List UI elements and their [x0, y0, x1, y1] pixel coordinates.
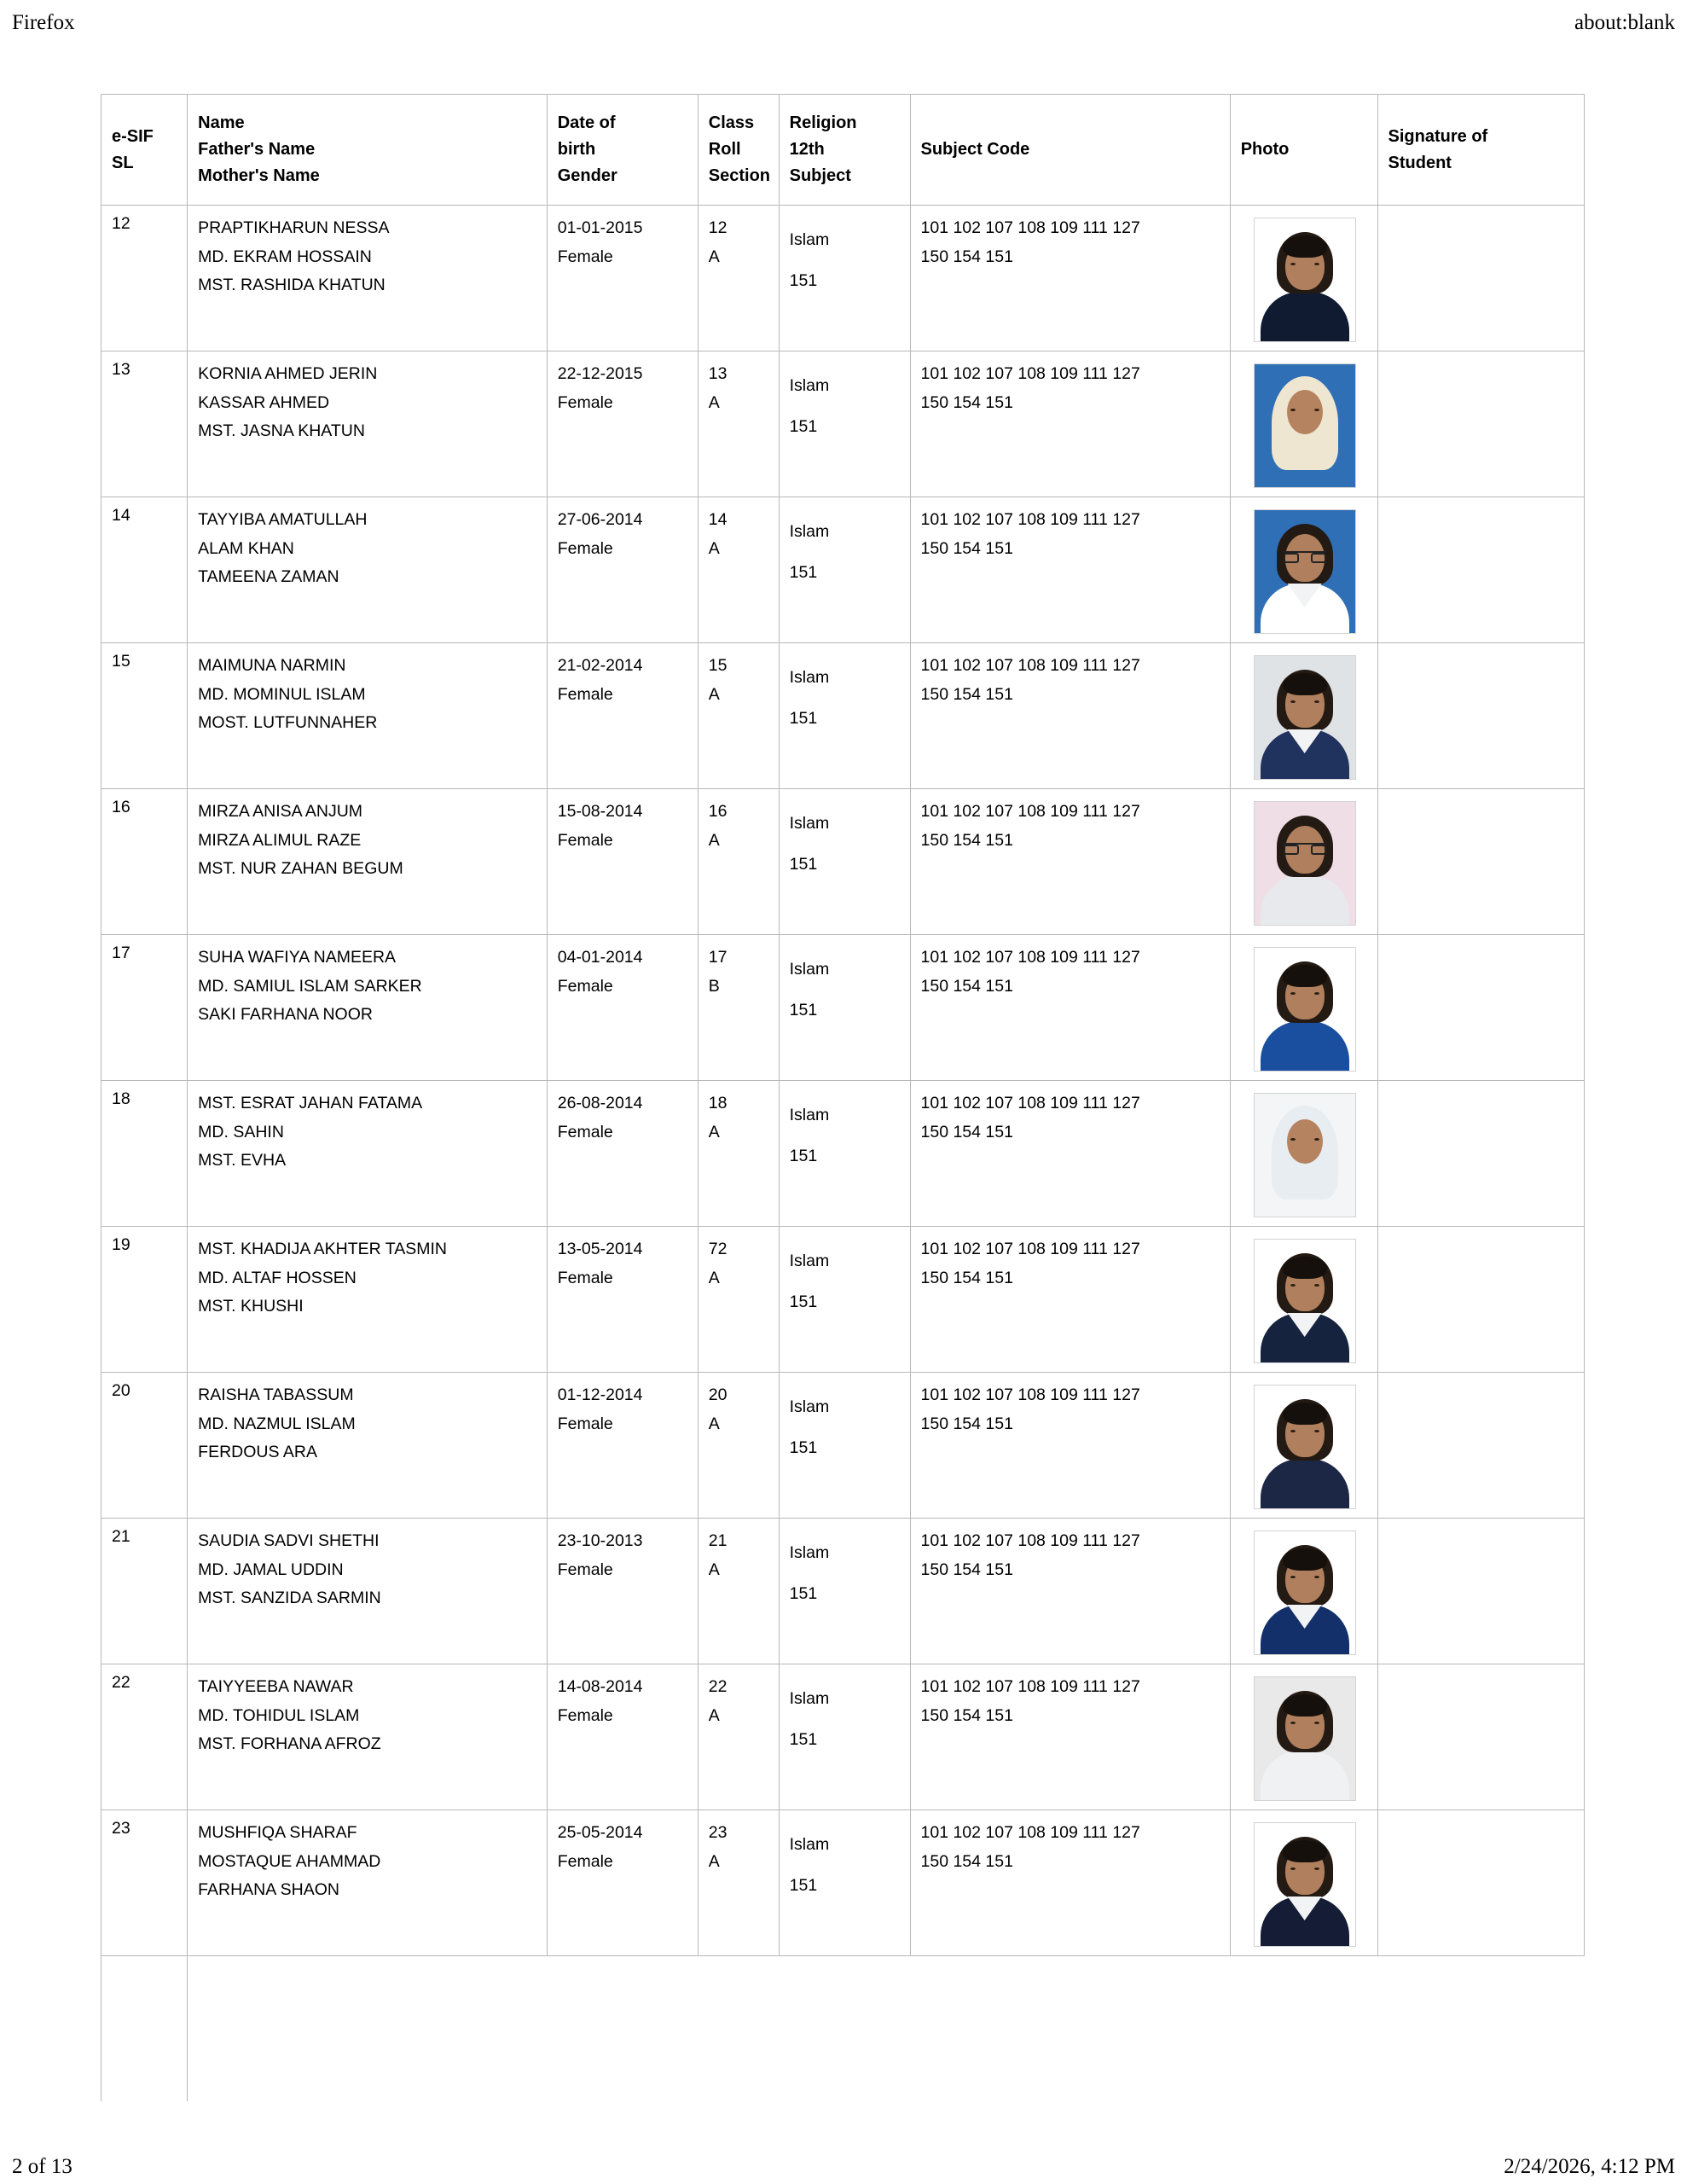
- student-photo: [1254, 1822, 1356, 1947]
- table-body: [101, 206, 1585, 2101]
- subject-code-line-2: 150 154 151: [920, 1414, 1013, 1433]
- header-line: Gender: [557, 166, 617, 185]
- cell-signature: [1377, 1081, 1584, 1227]
- subject-code-line-1: 101 102 107 108 109 111 127: [920, 1531, 1140, 1550]
- table-row: [101, 789, 1585, 935]
- student-photo: [1254, 947, 1356, 1072]
- header-line: Date of: [557, 113, 616, 132]
- mother-name: TAMEENA ZAMAN: [198, 567, 339, 587]
- header-line: Subject Code: [920, 140, 1030, 159]
- religion: Islam: [789, 1106, 830, 1124]
- header-line: Signature of: [1388, 126, 1488, 146]
- cell-subject-code: [910, 935, 1230, 1081]
- header-line: Religion: [789, 113, 857, 132]
- table-header: [101, 95, 1585, 206]
- cell-sl: 21: [101, 1519, 188, 1664]
- cell-religion: [779, 1373, 910, 1519]
- religion: Islam: [789, 1543, 830, 1562]
- cell-empty: [101, 1956, 188, 2101]
- religion: Islam: [789, 668, 830, 687]
- cell-empty: [1377, 1956, 1584, 2101]
- father-name: ALAM KHAN: [198, 538, 294, 558]
- student-name: TAIYYEEBA NAWAR: [198, 1677, 354, 1696]
- student-name: MST. ESRAT JAHAN FATAMA: [198, 1094, 423, 1112]
- father-name: MIRZA ALIMUL RAZE: [198, 830, 362, 850]
- cell-name: [188, 1373, 548, 1519]
- mother-name: MST. NUR ZAHAN BEGUM: [198, 859, 403, 879]
- religion: Islam: [789, 1689, 830, 1708]
- mother-name: MST. SANZIDA SARMIN: [198, 1589, 381, 1608]
- religion-code: 151: [789, 1146, 818, 1165]
- gender: Female: [557, 1560, 613, 1579]
- table-row: [101, 1227, 1585, 1373]
- date-of-birth: 26-08-2014: [557, 1094, 643, 1112]
- gender: Female: [557, 1851, 613, 1871]
- cell-dob: [547, 935, 698, 1081]
- father-name: MD. MOMINUL ISLAM: [198, 684, 366, 704]
- cell-signature: [1377, 1810, 1584, 1956]
- subject-code-line-1: 101 102 107 108 109 111 127: [920, 1823, 1140, 1842]
- father-name: KASSAR AHMED: [198, 392, 330, 412]
- subject-code-line-2: 150 154 151: [920, 392, 1013, 412]
- cell-sl: 20: [101, 1373, 188, 1519]
- cell-name: [188, 206, 548, 351]
- gender: Female: [557, 976, 613, 996]
- father-name: MD. NAZMUL ISLAM: [198, 1414, 356, 1433]
- religion: Islam: [789, 522, 830, 541]
- cell-signature: [1377, 497, 1584, 643]
- religion-code: 151: [789, 1583, 818, 1603]
- header-line: SL: [112, 153, 134, 172]
- cell-name: [188, 1519, 548, 1664]
- date-of-birth: 21-02-2014: [557, 656, 643, 675]
- cell-signature: [1377, 789, 1584, 935]
- student-name: KORNIA AHMED JERIN: [198, 364, 378, 383]
- roll: 16: [708, 802, 728, 821]
- browser-print-header: [0, 0, 1687, 41]
- religion-code: 151: [789, 1000, 818, 1019]
- table-row: [101, 1810, 1585, 1956]
- date-of-birth: 25-05-2014: [557, 1823, 643, 1842]
- cell-signature: [1377, 1227, 1584, 1373]
- student-name: TAYYIBA AMATULLAH: [198, 510, 368, 529]
- student-name: RAISHA TABASSUM: [198, 1385, 354, 1404]
- religion-code: 151: [789, 1438, 818, 1457]
- table-row: [101, 206, 1585, 351]
- cell-name: [188, 351, 548, 497]
- cell-photo: [1230, 935, 1377, 1081]
- father-name: MD. SAMIUL ISLAM SARKER: [198, 976, 422, 996]
- gender: Female: [557, 1268, 613, 1287]
- cell-class-roll-section: [698, 1519, 779, 1664]
- table-header-row: [101, 95, 1585, 206]
- cell-class-roll-section: [698, 351, 779, 497]
- header-line: birth: [557, 140, 596, 159]
- religion-code: 151: [789, 708, 818, 728]
- subject-code-line-2: 150 154 151: [920, 1851, 1013, 1871]
- cell-religion: [779, 1810, 910, 1956]
- roll: 12: [708, 218, 728, 237]
- subject-code-line-2: 150 154 151: [920, 1268, 1013, 1287]
- father-name: MOSTAQUE AHAMMAD: [198, 1851, 381, 1871]
- cell-religion: [779, 1227, 910, 1373]
- cell-class-roll-section: [698, 643, 779, 789]
- subject-code-line-1: 101 102 107 108 109 111 127: [920, 364, 1140, 383]
- cell-name: [188, 789, 548, 935]
- cell-photo: [1230, 1810, 1377, 1956]
- cell-photo: [1230, 1373, 1377, 1519]
- student-table: [101, 94, 1585, 2101]
- header-line: Mother's Name: [198, 166, 320, 185]
- subject-code-line-2: 150 154 151: [920, 976, 1013, 996]
- browser-address: about:blank: [1574, 11, 1675, 34]
- cell-signature: [1377, 1373, 1584, 1519]
- student-name: MAIMUNA NARMIN: [198, 656, 346, 675]
- cell-religion: [779, 1081, 910, 1227]
- student-photo: [1254, 655, 1356, 780]
- subject-code-line-1: 101 102 107 108 109 111 127: [920, 656, 1140, 675]
- section: A: [708, 1414, 720, 1433]
- subject-code-line-2: 150 154 151: [920, 247, 1013, 266]
- religion-code: 151: [789, 1875, 818, 1895]
- student-name: SUHA WAFIYA NAMEERA: [198, 948, 397, 967]
- gender: Female: [557, 684, 613, 704]
- subject-code-line-1: 101 102 107 108 109 111 127: [920, 1240, 1140, 1258]
- cell-class-roll-section: [698, 1810, 779, 1956]
- cell-empty: [698, 1956, 779, 2101]
- column-header-name: [188, 95, 548, 206]
- cell-subject-code: [910, 1519, 1230, 1664]
- cell-name: [188, 1227, 548, 1373]
- column-header-esif-sl: [101, 95, 188, 206]
- header-line: Subject: [789, 166, 851, 185]
- mother-name: MST. RASHIDA KHATUN: [198, 276, 386, 295]
- student-name: MST. KHADIJA AKHTER TASMIN: [198, 1240, 448, 1258]
- subject-code-line-1: 101 102 107 108 109 111 127: [920, 218, 1140, 237]
- table-row: [101, 497, 1585, 643]
- student-name: MUSHFIQA SHARAF: [198, 1823, 357, 1842]
- cell-religion: [779, 1664, 910, 1810]
- cell-class-roll-section: [698, 1373, 779, 1519]
- table-row: [101, 351, 1585, 497]
- cell-class-roll-section: [698, 1227, 779, 1373]
- cell-religion: [779, 206, 910, 351]
- religion: Islam: [789, 1835, 830, 1854]
- cell-dob: [547, 206, 698, 351]
- cell-name: [188, 1081, 548, 1227]
- date-of-birth: 01-12-2014: [557, 1385, 643, 1404]
- cell-sl: 12: [101, 206, 188, 351]
- student-photo: [1254, 509, 1356, 634]
- cell-subject-code: [910, 206, 1230, 351]
- student-photo: [1254, 801, 1356, 926]
- cell-subject-code: [910, 1081, 1230, 1227]
- religion-code: 151: [789, 416, 818, 436]
- father-name: MD. JAMAL UDDIN: [198, 1560, 344, 1579]
- subject-code-line-1: 101 102 107 108 109 111 127: [920, 1094, 1140, 1112]
- cell-dob: [547, 1081, 698, 1227]
- section: A: [708, 1122, 720, 1141]
- cell-dob: [547, 1519, 698, 1664]
- cell-religion: [779, 1519, 910, 1664]
- cell-dob: [547, 351, 698, 497]
- subject-code-line-1: 101 102 107 108 109 111 127: [920, 510, 1140, 529]
- cell-class-roll-section: [698, 935, 779, 1081]
- date-of-birth: 22-12-2015: [557, 364, 643, 383]
- cell-subject-code: [910, 1373, 1230, 1519]
- cell-religion: [779, 351, 910, 497]
- cell-subject-code: [910, 1227, 1230, 1373]
- cell-class-roll-section: [698, 497, 779, 643]
- subject-code-line-1: 101 102 107 108 109 111 127: [920, 1677, 1140, 1696]
- roll: 23: [708, 1823, 728, 1842]
- cell-dob: [547, 643, 698, 789]
- gender: Female: [557, 538, 613, 558]
- student-photo: [1254, 1676, 1356, 1801]
- cell-sl: 17: [101, 935, 188, 1081]
- student-name: PRAPTIKHARUN NESSA: [198, 218, 390, 237]
- column-header-class-roll-section: [698, 95, 779, 206]
- date-of-birth: 14-08-2014: [557, 1677, 643, 1696]
- table-row-empty: [101, 1956, 1585, 2101]
- section: A: [708, 1560, 720, 1579]
- student-name: MIRZA ANISA ANJUM: [198, 802, 363, 821]
- cell-photo: [1230, 789, 1377, 935]
- father-name: MD. TOHIDUL ISLAM: [198, 1705, 360, 1725]
- date-of-birth: 04-01-2014: [557, 948, 643, 967]
- cell-class-roll-section: [698, 206, 779, 351]
- religion-code: 151: [789, 854, 818, 874]
- section: A: [708, 1268, 720, 1287]
- column-header-religion: [779, 95, 910, 206]
- subject-code-line-1: 101 102 107 108 109 111 127: [920, 802, 1140, 821]
- cell-photo: [1230, 351, 1377, 497]
- cell-name: [188, 935, 548, 1081]
- cell-photo: [1230, 497, 1377, 643]
- cell-sl: 19: [101, 1227, 188, 1373]
- table-row: [101, 1373, 1585, 1519]
- mother-name: FARHANA SHAON: [198, 1880, 339, 1900]
- cell-dob: [547, 789, 698, 935]
- header-line: Section: [708, 166, 771, 185]
- subject-code-line-2: 150 154 151: [920, 538, 1013, 558]
- mother-name: SAKI FARHANA NOOR: [198, 1005, 373, 1025]
- cell-empty: [1230, 1956, 1377, 2101]
- subject-code-line-2: 150 154 151: [920, 684, 1013, 704]
- cell-empty: [779, 1956, 910, 2101]
- religion: Islam: [789, 1397, 830, 1416]
- father-name: MD. SAHIN: [198, 1122, 284, 1141]
- cell-sl: 13: [101, 351, 188, 497]
- cell-empty: [547, 1956, 698, 2101]
- header-line: 12th: [789, 140, 825, 159]
- table-row: [101, 1519, 1585, 1664]
- cell-name: [188, 497, 548, 643]
- religion-code: 151: [789, 270, 818, 290]
- cell-sl: 18: [101, 1081, 188, 1227]
- roll: 13: [708, 364, 728, 383]
- browser-app-name: Firefox: [12, 11, 75, 34]
- cell-class-roll-section: [698, 1664, 779, 1810]
- gender: Female: [557, 392, 613, 412]
- roll: 18: [708, 1094, 728, 1112]
- subject-code-line-1: 101 102 107 108 109 111 127: [920, 1385, 1140, 1404]
- header-line: Photo: [1240, 140, 1290, 159]
- cell-subject-code: [910, 351, 1230, 497]
- cell-dob: [547, 497, 698, 643]
- header-line: e-SIF: [112, 126, 154, 146]
- subject-code-line-2: 150 154 151: [920, 830, 1013, 850]
- cell-photo: [1230, 1664, 1377, 1810]
- subject-code-line-2: 150 154 151: [920, 1560, 1013, 1579]
- header-line: Name: [198, 113, 245, 132]
- section: A: [708, 1705, 720, 1725]
- date-of-birth: 15-08-2014: [557, 802, 643, 821]
- cell-empty: [910, 1956, 1230, 2101]
- roll: 72: [708, 1240, 728, 1258]
- date-of-birth: 23-10-2013: [557, 1531, 643, 1550]
- religion: Islam: [789, 230, 830, 249]
- student-photo: [1254, 1093, 1356, 1217]
- header-line: Roll: [708, 140, 741, 159]
- cell-photo: [1230, 1519, 1377, 1664]
- subject-code-line-2: 150 154 151: [920, 1122, 1013, 1141]
- cell-class-roll-section: [698, 789, 779, 935]
- section: A: [708, 247, 720, 266]
- mother-name: MST. KHUSHI: [198, 1297, 304, 1316]
- roll: 21: [708, 1531, 728, 1550]
- subject-code-line-1: 101 102 107 108 109 111 127: [920, 948, 1140, 967]
- gender: Female: [557, 830, 613, 850]
- cell-name: [188, 1664, 548, 1810]
- cell-subject-code: [910, 643, 1230, 789]
- father-name: MD. ALTAF HOSSEN: [198, 1268, 357, 1287]
- religion: Islam: [789, 376, 830, 395]
- section: A: [708, 1851, 720, 1871]
- cell-sl: 14: [101, 497, 188, 643]
- gender: Female: [557, 1122, 613, 1141]
- mother-name: MOST. LUTFUNNAHER: [198, 713, 378, 733]
- table-row: [101, 1081, 1585, 1227]
- cell-signature: [1377, 206, 1584, 351]
- cell-dob: [547, 1227, 698, 1373]
- religion: Islam: [789, 814, 830, 833]
- student-photo: [1254, 363, 1356, 488]
- roll: 22: [708, 1677, 728, 1696]
- student-photo: [1254, 1385, 1356, 1509]
- gender: Female: [557, 1414, 613, 1433]
- cell-subject-code: [910, 789, 1230, 935]
- cell-photo: [1230, 643, 1377, 789]
- column-header-photo: [1230, 95, 1377, 206]
- cell-dob: [547, 1373, 698, 1519]
- print-timestamp: 2/24/2026, 4:12 PM: [1504, 2155, 1675, 2178]
- cell-signature: [1377, 1664, 1584, 1810]
- cell-religion: [779, 935, 910, 1081]
- roll: 17: [708, 948, 728, 967]
- column-header-signature: [1377, 95, 1584, 206]
- column-header-dob: [547, 95, 698, 206]
- cell-class-roll-section: [698, 1081, 779, 1227]
- cell-name: [188, 1810, 548, 1956]
- roll: 20: [708, 1385, 728, 1404]
- roll: 15: [708, 656, 728, 675]
- student-photo: [1254, 1531, 1356, 1655]
- section: A: [708, 830, 720, 850]
- mother-name: MST. EVHA: [198, 1151, 287, 1170]
- cell-photo: [1230, 1227, 1377, 1373]
- page-number: 2 of 13: [12, 2155, 72, 2178]
- section: A: [708, 684, 720, 704]
- table-row: [101, 935, 1585, 1081]
- cell-signature: [1377, 1519, 1584, 1664]
- cell-signature: [1377, 935, 1584, 1081]
- section: B: [708, 976, 720, 996]
- religion-code: 151: [789, 1729, 818, 1749]
- roll: 14: [708, 510, 728, 529]
- cell-sl: 22: [101, 1664, 188, 1810]
- header-line: Father's Name: [198, 140, 316, 159]
- date-of-birth: 01-01-2015: [557, 218, 643, 237]
- student-name: SAUDIA SADVI SHETHI: [198, 1531, 380, 1550]
- browser-print-footer: [0, 2155, 1687, 2179]
- student-photo: [1254, 218, 1356, 342]
- religion-code: 151: [789, 562, 818, 582]
- gender: Female: [557, 247, 613, 266]
- student-photo: [1254, 1239, 1356, 1363]
- date-of-birth: 13-05-2014: [557, 1240, 643, 1258]
- column-header-subject-code: [910, 95, 1230, 206]
- cell-subject-code: [910, 1664, 1230, 1810]
- cell-religion: [779, 497, 910, 643]
- mother-name: MST. JASNA KHATUN: [198, 421, 365, 441]
- father-name: MD. EKRAM HOSSAIN: [198, 247, 372, 266]
- cell-dob: [547, 1810, 698, 1956]
- date-of-birth: 27-06-2014: [557, 510, 643, 529]
- gender: Female: [557, 1705, 613, 1725]
- religion-code: 151: [789, 1292, 818, 1311]
- section: A: [708, 538, 720, 558]
- section: A: [708, 392, 720, 412]
- religion: Islam: [789, 1252, 830, 1270]
- cell-name: [188, 643, 548, 789]
- header-line: Student: [1388, 153, 1452, 172]
- mother-name: FERDOUS ARA: [198, 1443, 317, 1462]
- cell-subject-code: [910, 497, 1230, 643]
- table-row: [101, 643, 1585, 789]
- cell-sl: 23: [101, 1810, 188, 1956]
- header-line: Class: [708, 113, 755, 132]
- table-row: [101, 1664, 1585, 1810]
- cell-religion: [779, 643, 910, 789]
- cell-photo: [1230, 1081, 1377, 1227]
- subject-code-line-2: 150 154 151: [920, 1705, 1013, 1725]
- cell-subject-code: [910, 1810, 1230, 1956]
- cell-signature: [1377, 351, 1584, 497]
- mother-name: MST. FORHANA AFROZ: [198, 1734, 381, 1754]
- cell-signature: [1377, 643, 1584, 789]
- cell-empty: [188, 1956, 548, 2101]
- cell-dob: [547, 1664, 698, 1810]
- religion: Islam: [789, 960, 830, 979]
- cell-sl: 15: [101, 643, 188, 789]
- cell-photo: [1230, 206, 1377, 351]
- student-information-sheet: [101, 94, 1585, 2101]
- cell-religion: [779, 789, 910, 935]
- cell-sl: 16: [101, 789, 188, 935]
